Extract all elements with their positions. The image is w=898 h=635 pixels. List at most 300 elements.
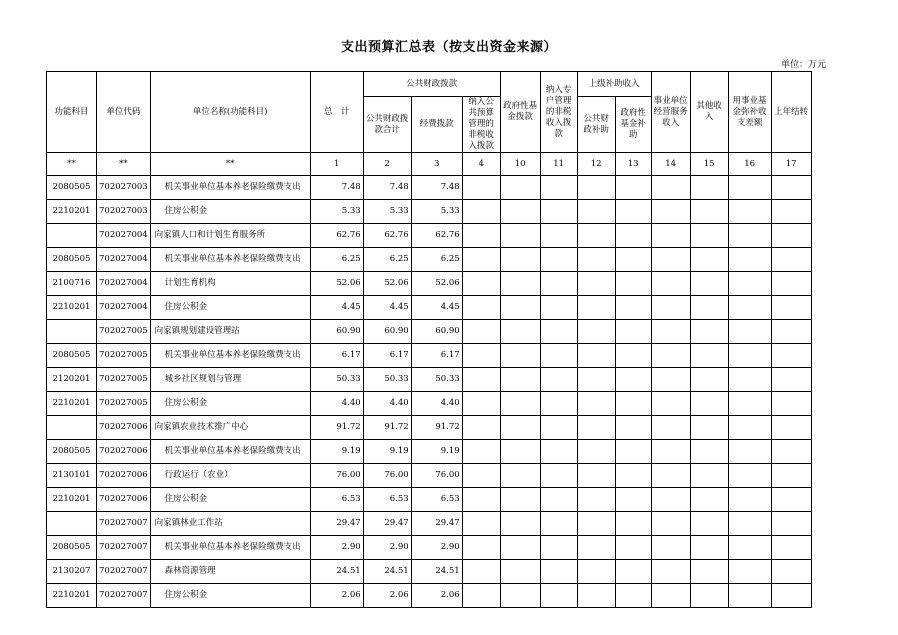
- empty-cell: [577, 488, 615, 512]
- total-cell: 9.19: [310, 440, 363, 464]
- table-row: [47, 368, 812, 392]
- table-row: [47, 320, 812, 344]
- total-cell: 5.33: [310, 200, 363, 224]
- empty-cell: [771, 584, 811, 608]
- empty-cell: [771, 224, 811, 248]
- funding-cell: 24.51: [411, 560, 462, 584]
- empty-cell: [651, 248, 690, 272]
- unit-name-cell: 住房公积金: [150, 584, 310, 608]
- empty-cell: [462, 560, 500, 584]
- total-cell: 6.17: [310, 344, 363, 368]
- table-row: [47, 512, 812, 536]
- empty-cell: [615, 296, 651, 320]
- empty-cell: [771, 320, 811, 344]
- empty-cell: [500, 536, 540, 560]
- unit-name-cell: 城乡社区规划与管理: [150, 368, 310, 392]
- empty-cell: [615, 248, 651, 272]
- unit-code-cell: 702027005: [97, 320, 151, 344]
- empty-cell: [651, 272, 690, 296]
- empty-cell: [500, 416, 540, 440]
- empty-cell: [540, 488, 577, 512]
- total-cell: 60.90: [310, 320, 363, 344]
- empty-cell: [615, 224, 651, 248]
- public-total-cell: 4.40: [363, 392, 411, 416]
- empty-cell: [577, 440, 615, 464]
- unit-code-cell: 702027006: [97, 416, 151, 440]
- empty-cell: [540, 536, 577, 560]
- col-other-income: 其他收入: [690, 72, 728, 153]
- empty-cell: [771, 200, 811, 224]
- empty-cell: [577, 176, 615, 200]
- table-row: [47, 224, 812, 248]
- empty-cell: [462, 440, 500, 464]
- index-cell: 15: [690, 153, 728, 176]
- public-total-cell: 9.19: [363, 440, 411, 464]
- empty-cell: [577, 536, 615, 560]
- empty-cell: [615, 584, 651, 608]
- empty-cell: [615, 176, 651, 200]
- empty-cell: [690, 224, 728, 248]
- empty-cell: [690, 200, 728, 224]
- total-cell: 2.06: [310, 584, 363, 608]
- empty-cell: [771, 344, 811, 368]
- empty-cell: [615, 488, 651, 512]
- empty-cell: [462, 224, 500, 248]
- funding-cell: 6.25: [411, 248, 462, 272]
- funding-cell: 2.06: [411, 584, 462, 608]
- unit-name-cell: 住房公积金: [150, 392, 310, 416]
- col-biz-income: 事业单位经营服务收入: [651, 72, 690, 153]
- func-code-cell: [47, 512, 97, 536]
- empty-cell: [728, 200, 771, 224]
- empty-cell: [540, 392, 577, 416]
- empty-cell: [651, 344, 690, 368]
- empty-cell: [728, 584, 771, 608]
- empty-cell: [540, 416, 577, 440]
- public-total-cell: 60.90: [363, 320, 411, 344]
- funding-cell: 52.06: [411, 272, 462, 296]
- empty-cell: [651, 176, 690, 200]
- empty-cell: [540, 248, 577, 272]
- col-func-code: 功能科目: [47, 72, 97, 153]
- col-carryover: 上年结转: [771, 72, 811, 153]
- empty-cell: [651, 296, 690, 320]
- empty-cell: [615, 200, 651, 224]
- empty-cell: [540, 512, 577, 536]
- func-code-cell: 2130101: [47, 464, 97, 488]
- empty-cell: [500, 392, 540, 416]
- empty-cell: [728, 368, 771, 392]
- unit-code-cell: 702027005: [97, 344, 151, 368]
- index-cell: 4: [462, 153, 500, 176]
- table-row: [47, 560, 812, 584]
- empty-cell: [690, 488, 728, 512]
- unit-name-cell: 计划生育机构: [150, 272, 310, 296]
- func-code-cell: 2210201: [47, 584, 97, 608]
- unit-name-cell: 森林资源管理: [150, 560, 310, 584]
- empty-cell: [577, 272, 615, 296]
- empty-cell: [615, 272, 651, 296]
- col-upper-gov: 政府性基金补助: [615, 97, 651, 153]
- unit-code-cell: 702027003: [97, 176, 151, 200]
- col-funding: 经费拨款: [411, 97, 462, 153]
- public-total-cell: 52.06: [363, 272, 411, 296]
- index-cell: 11: [540, 153, 577, 176]
- empty-cell: [500, 296, 540, 320]
- empty-cell: [651, 488, 690, 512]
- empty-cell: [540, 344, 577, 368]
- empty-cell: [690, 248, 728, 272]
- empty-cell: [577, 392, 615, 416]
- col-special-nontax: 纳入专户管理的非税收入拨款: [540, 72, 577, 153]
- total-cell: 91.72: [310, 416, 363, 440]
- empty-cell: [540, 464, 577, 488]
- unit-code-cell: 702027005: [97, 368, 151, 392]
- funding-cell: 5.33: [411, 200, 462, 224]
- funding-cell: 76.00: [411, 464, 462, 488]
- empty-cell: [651, 416, 690, 440]
- empty-cell: [651, 512, 690, 536]
- func-code-cell: 2080505: [47, 248, 97, 272]
- unit-name-cell: 行政运行（农业）: [150, 464, 310, 488]
- index-row: [47, 153, 812, 176]
- empty-cell: [500, 368, 540, 392]
- func-code-cell: 2080505: [47, 176, 97, 200]
- unit-label: 单位：万元: [780, 60, 826, 70]
- empty-cell: [728, 296, 771, 320]
- public-total-cell: 4.45: [363, 296, 411, 320]
- empty-cell: [651, 560, 690, 584]
- empty-cell: [651, 320, 690, 344]
- empty-cell: [500, 320, 540, 344]
- empty-cell: [500, 248, 540, 272]
- empty-cell: [540, 272, 577, 296]
- empty-cell: [771, 248, 811, 272]
- empty-cell: [771, 560, 811, 584]
- empty-cell: [771, 512, 811, 536]
- empty-cell: [690, 176, 728, 200]
- total-cell: 52.06: [310, 272, 363, 296]
- public-total-cell: 91.72: [363, 416, 411, 440]
- index-cell: 2: [363, 153, 411, 176]
- index-cell: **: [97, 153, 151, 176]
- empty-cell: [615, 368, 651, 392]
- empty-cell: [771, 296, 811, 320]
- unit-name-cell: 机关事业单位基本养老保险缴费支出: [150, 440, 310, 464]
- func-code-cell: 2210201: [47, 200, 97, 224]
- table-row: [47, 272, 812, 296]
- col-gov-fund: 政府性基金拨款: [500, 72, 540, 153]
- unit-name-cell: 住房公积金: [150, 296, 310, 320]
- empty-cell: [462, 200, 500, 224]
- empty-cell: [615, 536, 651, 560]
- empty-cell: [771, 416, 811, 440]
- empty-cell: [771, 536, 811, 560]
- empty-cell: [577, 416, 615, 440]
- empty-cell: [577, 200, 615, 224]
- index-cell: **: [47, 153, 97, 176]
- empty-cell: [690, 584, 728, 608]
- public-total-cell: 62.76: [363, 224, 411, 248]
- empty-cell: [462, 272, 500, 296]
- index-cell: 12: [577, 153, 615, 176]
- empty-cell: [500, 584, 540, 608]
- empty-cell: [500, 512, 540, 536]
- unit-name-cell: 机关事业单位基本养老保险缴费支出: [150, 344, 310, 368]
- public-total-cell: 29.47: [363, 512, 411, 536]
- empty-cell: [577, 368, 615, 392]
- funding-cell: 4.40: [411, 392, 462, 416]
- unit-code-cell: 702027004: [97, 272, 151, 296]
- empty-cell: [651, 224, 690, 248]
- unit-code-cell: 702027007: [97, 536, 151, 560]
- public-total-cell: 2.90: [363, 536, 411, 560]
- total-cell: 4.40: [310, 392, 363, 416]
- table-row: [47, 584, 812, 608]
- funding-cell: 7.48: [411, 176, 462, 200]
- empty-cell: [771, 440, 811, 464]
- public-total-cell: 50.33: [363, 368, 411, 392]
- empty-cell: [771, 272, 811, 296]
- table-row: [47, 200, 812, 224]
- total-cell: 6.25: [310, 248, 363, 272]
- total-cell: 4.45: [310, 296, 363, 320]
- empty-cell: [728, 224, 771, 248]
- col-nontax-budget: 纳入公共预算管理的非税收入拨款: [462, 97, 500, 153]
- header-row-1: [47, 72, 812, 97]
- table-row: [47, 392, 812, 416]
- empty-cell: [500, 464, 540, 488]
- empty-cell: [771, 176, 811, 200]
- index-cell: 10: [500, 153, 540, 176]
- empty-cell: [615, 440, 651, 464]
- func-code-cell: 2080505: [47, 536, 97, 560]
- public-total-cell: 5.33: [363, 200, 411, 224]
- funding-cell: 29.47: [411, 512, 462, 536]
- public-total-cell: 24.51: [363, 560, 411, 584]
- table-row: [47, 536, 812, 560]
- unit-name-cell: 住房公积金: [150, 200, 310, 224]
- empty-cell: [690, 296, 728, 320]
- empty-cell: [690, 416, 728, 440]
- func-code-cell: 2210201: [47, 296, 97, 320]
- index-cell: 3: [411, 153, 462, 176]
- table-row: [47, 344, 812, 368]
- total-cell: 62.76: [310, 224, 363, 248]
- funding-cell: 62.76: [411, 224, 462, 248]
- empty-cell: [651, 392, 690, 416]
- func-code-cell: [47, 224, 97, 248]
- empty-cell: [771, 488, 811, 512]
- empty-cell: [500, 488, 540, 512]
- budget-table: [46, 71, 812, 608]
- empty-cell: [728, 536, 771, 560]
- public-total-cell: 76.00: [363, 464, 411, 488]
- empty-cell: [540, 200, 577, 224]
- funding-cell: 9.19: [411, 440, 462, 464]
- empty-cell: [728, 320, 771, 344]
- empty-cell: [577, 248, 615, 272]
- empty-cell: [728, 560, 771, 584]
- empty-cell: [690, 272, 728, 296]
- empty-cell: [540, 440, 577, 464]
- empty-cell: [462, 392, 500, 416]
- table-row: [47, 440, 812, 464]
- empty-cell: [690, 368, 728, 392]
- empty-cell: [500, 344, 540, 368]
- empty-cell: [728, 464, 771, 488]
- col-total: 总 计: [310, 72, 363, 153]
- empty-cell: [690, 464, 728, 488]
- total-cell: 50.33: [310, 368, 363, 392]
- empty-cell: [615, 464, 651, 488]
- empty-cell: [500, 560, 540, 584]
- table-row: [47, 464, 812, 488]
- empty-cell: [728, 392, 771, 416]
- index-cell: 13: [615, 153, 651, 176]
- func-code-cell: 2080505: [47, 440, 97, 464]
- empty-cell: [577, 464, 615, 488]
- func-code-cell: 2210201: [47, 488, 97, 512]
- unit-code-cell: 702027005: [97, 392, 151, 416]
- empty-cell: [462, 296, 500, 320]
- empty-cell: [577, 224, 615, 248]
- total-cell: 29.47: [310, 512, 363, 536]
- col-unit-code: 单位代码: [97, 72, 151, 153]
- unit-name-cell: 向家镇人口和计划生育服务所: [150, 224, 310, 248]
- empty-cell: [690, 440, 728, 464]
- col-unit-name: 单位名称(功能科目): [150, 72, 310, 153]
- unit-name-cell: 机关事业单位基本养老保险缴费支出: [150, 248, 310, 272]
- func-code-cell: 2120201: [47, 368, 97, 392]
- empty-cell: [462, 248, 500, 272]
- empty-cell: [771, 464, 811, 488]
- col-group-upper: 上级补助收入: [577, 72, 651, 97]
- index-cell: 16: [728, 153, 771, 176]
- funding-cell: 6.53: [411, 488, 462, 512]
- empty-cell: [651, 440, 690, 464]
- total-cell: 76.00: [310, 464, 363, 488]
- empty-cell: [651, 368, 690, 392]
- table-row: [47, 176, 812, 200]
- empty-cell: [462, 368, 500, 392]
- empty-cell: [728, 344, 771, 368]
- empty-cell: [462, 488, 500, 512]
- index-cell: 17: [771, 153, 811, 176]
- index-cell: 14: [651, 153, 690, 176]
- unit-name-cell: 向家镇规划建设管理站: [150, 320, 310, 344]
- empty-cell: [540, 584, 577, 608]
- empty-cell: [577, 320, 615, 344]
- empty-cell: [540, 368, 577, 392]
- empty-cell: [728, 416, 771, 440]
- empty-cell: [615, 392, 651, 416]
- total-cell: 7.48: [310, 176, 363, 200]
- empty-cell: [462, 536, 500, 560]
- total-cell: 2.90: [310, 536, 363, 560]
- empty-cell: [690, 536, 728, 560]
- empty-cell: [615, 344, 651, 368]
- empty-cell: [577, 560, 615, 584]
- empty-cell: [771, 392, 811, 416]
- empty-cell: [462, 512, 500, 536]
- empty-cell: [771, 368, 811, 392]
- empty-cell: [540, 296, 577, 320]
- table-row: [47, 296, 812, 320]
- funding-cell: 2.90: [411, 536, 462, 560]
- funding-cell: 4.45: [411, 296, 462, 320]
- unit-name-cell: 机关事业单位基本养老保险缴费支出: [150, 536, 310, 560]
- empty-cell: [540, 176, 577, 200]
- func-code-cell: [47, 320, 97, 344]
- empty-cell: [540, 224, 577, 248]
- unit-name-cell: 机关事业单位基本养老保险缴费支出: [150, 176, 310, 200]
- empty-cell: [651, 584, 690, 608]
- public-total-cell: 7.48: [363, 176, 411, 200]
- total-cell: 6.53: [310, 488, 363, 512]
- func-code-cell: 2130207: [47, 560, 97, 584]
- public-total-cell: 6.17: [363, 344, 411, 368]
- empty-cell: [728, 440, 771, 464]
- funding-cell: 91.72: [411, 416, 462, 440]
- empty-cell: [500, 176, 540, 200]
- empty-cell: [577, 584, 615, 608]
- table-row: [47, 416, 812, 440]
- empty-cell: [690, 392, 728, 416]
- index-cell: 1: [310, 153, 363, 176]
- unit-code-cell: 702027004: [97, 248, 151, 272]
- empty-cell: [728, 176, 771, 200]
- empty-cell: [615, 416, 651, 440]
- public-total-cell: 6.25: [363, 248, 411, 272]
- func-code-cell: 2100716: [47, 272, 97, 296]
- empty-cell: [651, 536, 690, 560]
- unit-code-cell: 702027007: [97, 584, 151, 608]
- empty-cell: [540, 320, 577, 344]
- unit-code-cell: 702027007: [97, 560, 151, 584]
- empty-cell: [690, 344, 728, 368]
- empty-cell: [462, 584, 500, 608]
- empty-cell: [615, 512, 651, 536]
- empty-cell: [651, 200, 690, 224]
- empty-cell: [577, 512, 615, 536]
- public-total-cell: 6.53: [363, 488, 411, 512]
- empty-cell: [615, 560, 651, 584]
- func-code-cell: [47, 416, 97, 440]
- empty-cell: [577, 344, 615, 368]
- total-cell: 24.51: [310, 560, 363, 584]
- empty-cell: [615, 320, 651, 344]
- empty-cell: [728, 488, 771, 512]
- funding-cell: 50.33: [411, 368, 462, 392]
- unit-code-cell: 702027007: [97, 512, 151, 536]
- empty-cell: [500, 200, 540, 224]
- empty-cell: [462, 464, 500, 488]
- unit-name-cell: 向家镇农业技术推广中心: [150, 416, 310, 440]
- empty-cell: [690, 320, 728, 344]
- empty-cell: [500, 224, 540, 248]
- unit-code-cell: 702027006: [97, 464, 151, 488]
- empty-cell: [462, 176, 500, 200]
- func-code-cell: 2210201: [47, 392, 97, 416]
- index-cell: **: [150, 153, 310, 176]
- unit-name-cell: 向家镇林业工作站: [150, 512, 310, 536]
- funding-cell: 6.17: [411, 344, 462, 368]
- unit-name-cell: 住房公积金: [150, 488, 310, 512]
- col-upper-public: 公共财政补助: [577, 97, 615, 153]
- col-group-public: 公共财政拨款: [363, 72, 500, 97]
- col-public-total: 公共财政拨款合计: [363, 97, 411, 153]
